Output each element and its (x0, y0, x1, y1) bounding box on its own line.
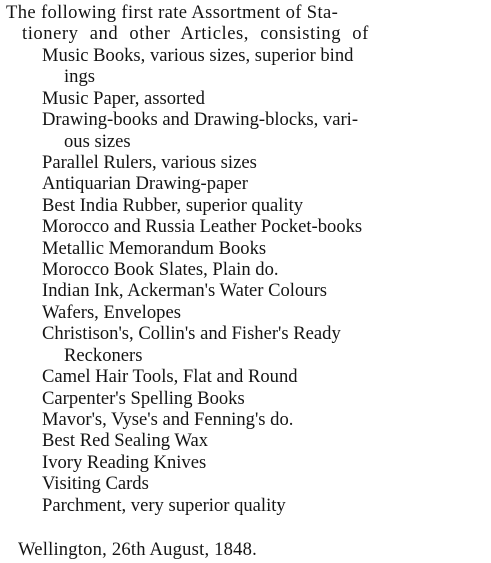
item-text: Camel Hair Tools, Flat and Round (42, 366, 298, 388)
list-item (42, 473, 362, 494)
item-text: Antiquarian Drawing-paper (42, 173, 249, 195)
item-text: Christison's, Collin's and Fisher's Ready (42, 323, 341, 345)
list-item (42, 452, 362, 473)
list-item (42, 216, 362, 237)
list-item (42, 173, 362, 194)
item-text: Morocco Book Slates, Plain do. (42, 259, 279, 281)
item-text: Ivory Reading Knives (42, 451, 207, 473)
list-item (42, 430, 362, 451)
intro-line-2: tionery and other Articles, consisting of (22, 23, 369, 44)
list-item (42, 280, 362, 301)
intro-line-1: The following first rate Assortment of Sta- (6, 2, 339, 23)
list-item (42, 409, 362, 430)
item-list (42, 45, 362, 516)
item-text: Carpenter's Spelling Books (42, 387, 245, 409)
item-text: Wafers, Envelopes (42, 301, 181, 323)
list-item (42, 238, 362, 259)
item-text: Drawing-books and Drawing-blocks, vari- (42, 109, 359, 131)
item-text: Metallic Memorandum Books (42, 237, 267, 259)
list-item (42, 366, 362, 387)
date-line: Wellington, 26th August, 1848. (18, 539, 257, 560)
item-text: Indian Ink, Ackerman's Water Colours (42, 280, 327, 302)
item-continuation: ous sizes (64, 130, 131, 152)
list-item (42, 109, 362, 152)
list-item (42, 302, 362, 323)
item-text: Visiting Cards (42, 473, 149, 495)
list-item (42, 388, 362, 409)
item-text: Parallel Rulers, various sizes (42, 152, 257, 174)
item-text: Parchment, very superior quality (42, 494, 286, 516)
item-text: Mavor's, Vyse's and Fenning's do. (42, 408, 294, 430)
item-text: Best Red Sealing Wax (42, 430, 208, 452)
list-item (42, 195, 362, 216)
item-continuation: Reckoners (64, 344, 143, 366)
list-item (42, 88, 362, 109)
list-item (42, 45, 362, 88)
list-item (42, 152, 362, 173)
item-text: Morocco and Russia Leather Pocket-books (42, 216, 363, 238)
item-text: Music Paper, assorted (42, 87, 205, 109)
item-continuation: ings (64, 66, 95, 88)
list-item (42, 323, 362, 366)
item-text: Best India Rubber, superior quality (42, 194, 304, 216)
list-item (42, 495, 362, 516)
item-text: Music Books, various sizes, superior bind (42, 45, 354, 66)
list-item (42, 259, 362, 280)
